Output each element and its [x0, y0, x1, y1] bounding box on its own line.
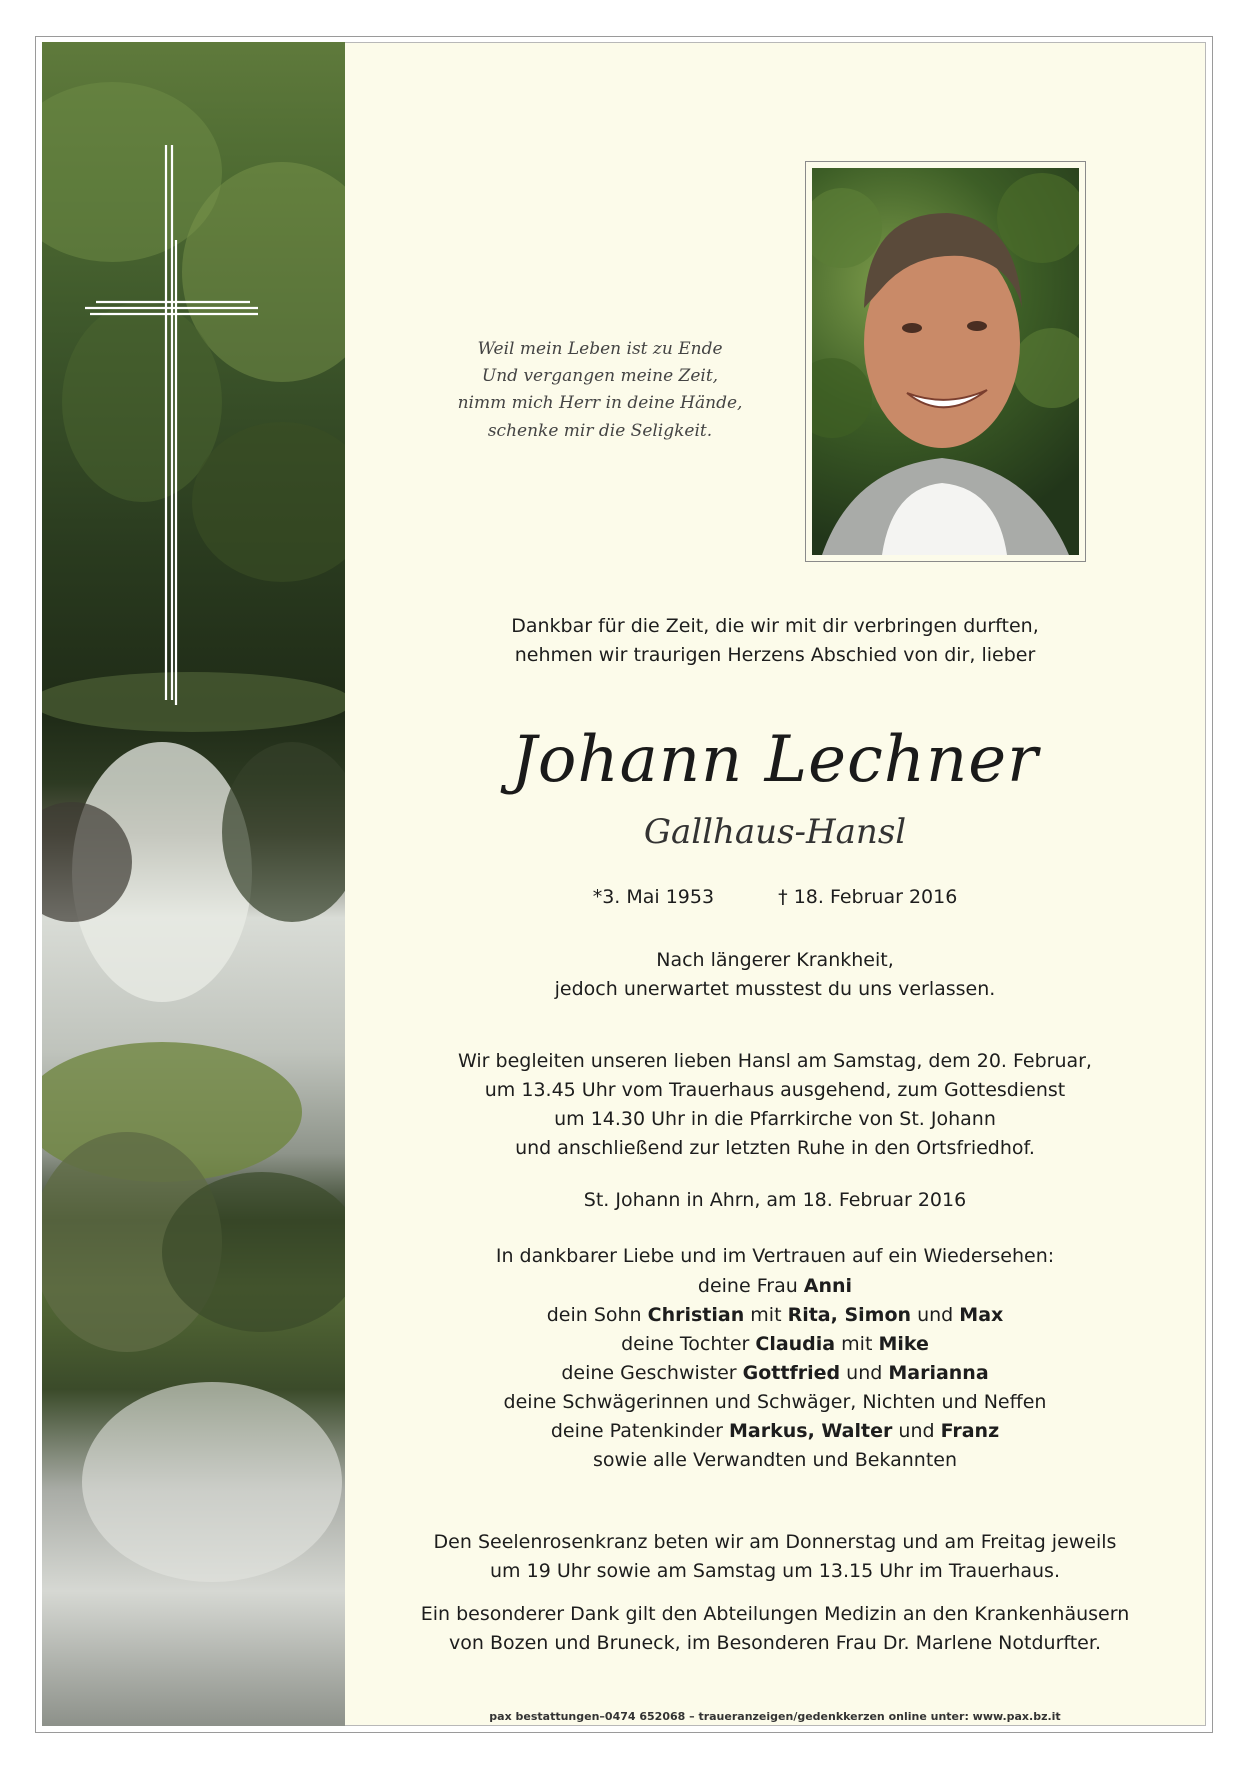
funeral-line: um 13.45 Uhr vom Trauerhaus ausgehend, zum Gottesdienst: [484, 1079, 1066, 1101]
family-line: deine Frau Anni: [697, 1275, 853, 1297]
rosary-notice: [375, 1528, 1175, 1586]
portrait-figure: [812, 168, 1079, 555]
funeral-line: und anschließend zur letzten Ruhe in den Ortsfriedhof.: [515, 1137, 1035, 1159]
intro-line: nehmen wir traurigen Herzens Abschied von dir, lieber: [514, 644, 1036, 666]
family-line: deine Geschwister Gottfried und Marianna: [561, 1362, 989, 1384]
family-line: sowie alle Verwandten und Bekannten: [592, 1449, 957, 1471]
funeral-line: Wir begleiten unseren lieben Hansl am Samstag, dem 20. Februar,: [458, 1050, 1092, 1072]
place-date: St. Johann in Ahrn, am 18. Februar 2016: [583, 1189, 967, 1211]
intro-line: Dankbar für die Zeit, die wir mit dir verbringen durften,: [511, 615, 1039, 637]
family-line: dein Sohn Christian mit Rita, Simon und Max: [546, 1304, 1004, 1326]
thanks-line: von Bozen und Bruneck, im Besonderen Frau Dr. Marlene Notdurfter.: [449, 1632, 1101, 1654]
funeral-details: [375, 1047, 1175, 1163]
cross-icon: [80, 140, 280, 710]
thanks-notice: [375, 1600, 1175, 1658]
illness-line: Nach längerer Krankheit,: [656, 949, 894, 971]
verse-line: nimm mich Herr in deine Hände,: [457, 393, 743, 414]
verse-line: Weil mein Leben ist zu Ende: [477, 339, 723, 359]
nickname: Gallhaus-Hansl: [643, 812, 907, 852]
family-intro: In dankbarer Liebe und im Vertrauen auf ein Wiedersehen:: [495, 1245, 1055, 1267]
illness-line: jedoch unerwartet musstest du uns verlassen.: [554, 978, 996, 1000]
illness-text: [375, 946, 1175, 1004]
deceased-name: Johann Lechner: [511, 723, 1039, 797]
funeral-line: um 14.30 Uhr in die Pfarrkirche von St. Johann: [554, 1108, 996, 1130]
thanks-line: Ein besonderer Dank gilt den Abteilungen Medizin an den Krankenhäusern: [420, 1603, 1130, 1625]
verse-line: Und vergangen meine Zeit,: [481, 366, 719, 387]
verse-line: schenke mir die Seligkeit.: [487, 420, 713, 441]
footer: pax bestattungen–0474 652068 – traueranzeigen/gedenkkerzen online unter: www.pax.bz.it: [489, 1710, 1061, 1723]
rosary-line: Den Seelenrosenkranz beten wir am Donnerstag und am Freitag jeweils: [433, 1531, 1117, 1553]
life-dates: [375, 883, 1175, 912]
birth-date: *3. Mai 1953: [592, 886, 715, 908]
family-line: deine Schwägerinnen und Schwäger, Nichten und Neffen: [503, 1391, 1047, 1413]
family-list: [375, 1272, 1175, 1475]
verse: [420, 336, 780, 445]
family-line: deine Patenkinder Markus, Walter und Franz: [550, 1420, 1000, 1442]
intro: [375, 612, 1175, 670]
portrait-photo: [812, 168, 1079, 555]
family-line: deine Tochter Claudia mit Mike: [621, 1333, 929, 1355]
rosary-line: um 19 Uhr sowie am Samstag um 13.15 Uhr im Trauerhaus.: [490, 1560, 1060, 1582]
death-date: † 18. Februar 2016: [778, 886, 958, 908]
